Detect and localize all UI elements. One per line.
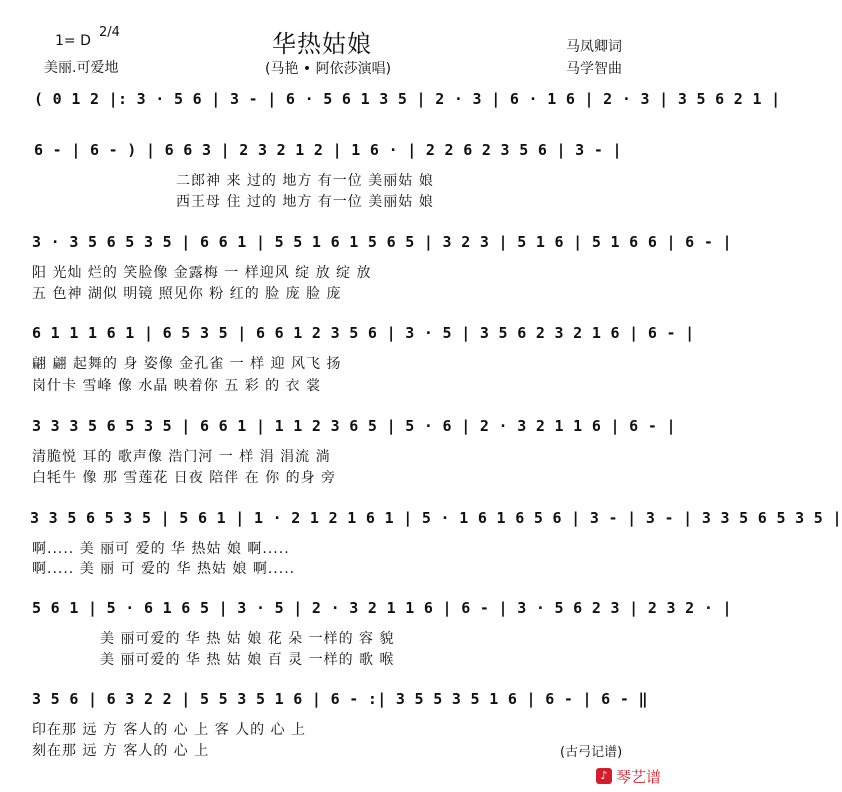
- lyricist-credit: 马凤卿词: [566, 39, 622, 55]
- lyric-row-8-verse-1: 印在那 远 方 客人的 心 上 客 人的 心 上: [32, 722, 307, 738]
- score-row-8: 3 5 6 | 6 3 2 2 | 5 5 3 5 1 6 | 6 - :| 3 5 5 3 5 1 6 | 6 - | 6 - ‖: [32, 690, 648, 708]
- composer-credit: 马学智曲: [566, 61, 622, 77]
- watermark-logo: [596, 766, 668, 786]
- lyric-row-7-verse-2: 美 丽可爱的 华 热 姑 娘 百 灵 一样的 歌 喉: [100, 652, 395, 668]
- score-row-3: 3 · 3 5 6 5 3 5 | 6 6 1 | 5 5 1 6 1 5 6 5 | 3 2 3 | 5 1 6 | 5 1 6 6 | 6 - |: [32, 233, 732, 251]
- lyric-row-3-verse-2: 五 色神 湖似 明镜 照见你 粉 红的 脸 庞 脸 庞: [32, 286, 342, 302]
- lyric-row-5-verse-1: 清脆悦 耳的 歌声像 浩门河 一 样 涓 涓流 淌: [32, 449, 331, 465]
- time-signature: 2/4: [99, 25, 120, 40]
- score-row-4: 6 1 1 1 6 1 | 6 5 3 5 | 6 6 1 2 3 5 6 | 3 · 5 | 3 5 6 2 3 2 1 6 | 6 - |: [32, 324, 695, 342]
- score-row-1: ( 0 1 2 |: 3 · 5 6 | 3 - | 6 · 5 6 1 3 5 | 2 · 3 | 6 · 1 6 | 2 · 3 | 3 5 6 2 1 |: [34, 90, 781, 108]
- tempo-marking: 美丽.可爱地: [44, 60, 119, 76]
- lyric-row-5-verse-2: 白牦牛 像 那 雪莲花 日夜 陪伴 在 你 的身 旁: [32, 470, 337, 486]
- score-row-6: 3 3 5 6 5 3 5 | 5 6 1 | 1 · 2 1 2 1 6 1 | 5 · 1 6 1 6 5 6 | 3 - | 3 - | 3 3 5 6 5 3 5 |: [30, 509, 842, 527]
- lyric-row-4-verse-2: 岗什卡 雪峰 像 水晶 映着你 五 彩 的 衣 裳: [32, 378, 322, 394]
- lyric-row-3-verse-1: 阳 光灿 烂的 笑脸像 金露梅 一 样迎风 绽 放 绽 放: [32, 265, 372, 281]
- logo-text: 琴艺谱: [616, 767, 662, 786]
- song-title: 华热姑娘: [272, 30, 372, 58]
- lyric-row-8-verse-2: 刻在那 远 方 客人的 心 上: [32, 743, 210, 759]
- lyric-row-7-verse-1: 美 丽可爱的 华 热 姑 娘 花 朵 一样的 容 貌: [100, 631, 395, 647]
- lyric-row-4-verse-1: 翩 翩 起舞的 身 姿像 金孔雀 一 样 迎 风飞 扬: [32, 356, 342, 372]
- score-row-2: 6 - | 6 - ) | 6 6 3 | 2 3 2 1 2 | 1 6 · | 2 2 6 2 3 5 6 | 3 - |: [34, 141, 622, 159]
- singer-credit: (马艳 • 阿依莎演唱): [265, 61, 392, 77]
- key-signature: 1= D: [55, 33, 91, 49]
- lyric-row-2-verse-2: 西王母 住 过的 地方 有一位 美丽姑 娘: [176, 194, 434, 210]
- lyric-row-6-verse-1: 啊..... 美 丽可 爱的 华 热姑 娘 啊.....: [32, 541, 290, 557]
- score-row-5: 3 3 3 5 6 5 3 5 | 6 6 1 | 1 1 2 3 6 5 | 5 · 6 | 2 · 3 2 1 1 6 | 6 - |: [32, 417, 676, 435]
- transcriber-credit: (古弓记谱): [560, 745, 623, 760]
- lyric-row-2-verse-1: 二郎神 来 过的 地方 有一位 美丽姑 娘: [176, 173, 434, 189]
- lyric-row-6-verse-2: 啊..... 美 丽 可 爱的 华 热姑 娘 啊.....: [32, 561, 296, 577]
- score-row-7: 5 6 1 | 5 · 6 1 6 5 | 3 · 5 | 2 · 3 2 1 1 6 | 6 - | 3 · 5 6 2 3 | 2 3 2 · |: [32, 599, 732, 617]
- logo-icon: ♪: [596, 768, 612, 784]
